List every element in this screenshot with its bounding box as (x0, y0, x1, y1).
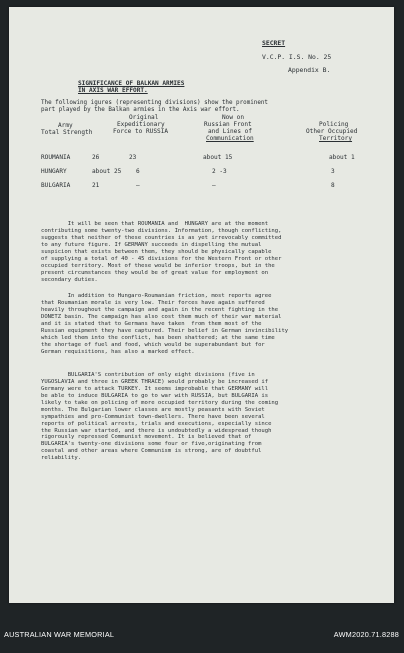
cell-total: 21 (92, 182, 100, 189)
header-line: and Lines of (208, 128, 253, 135)
paragraph-text: In addition to Hungaro-Roumanian friction, most reports agree that Roumanian morale is very low. Their forces have again suffered heavily throughout the campaign and again in the recent fighting in the DONETZ basin. The campaign has also cost them much of their war material and it is stated that to Germans have taken from them most of the Russian equipment they have captured. Their belief in German invincibility which led them into the conflict, has been shattered; at the same time the shortage of fuel and food, which would be superabundant but for German requisitions, has also a marked effect. (41, 292, 289, 355)
header-line: Policing (319, 121, 349, 128)
document-title-line-1: SIGNIFICANCE OF BALKAN ARMIES (78, 80, 185, 87)
header-line: Total Strength (41, 129, 93, 136)
paragraph-text: BULGARIA'S contribution of only eight divisions (five in YUGOSLAVIA and three in GREEK THRACE) would probably be increased if Germany were to attack TURKEY. It seems improbable that GERMANY will be able to induce BULGARIA to go to war with RUSSIA, but BULGARIA is likely to take on policing of more occupied territory during the coming months. The Bulgarian lower classes are mostly peasants with Soviet sympathies and pro-Communist town-dwellers. There have been several reports of political arrests, trials and executions, especially since the Russian war started, and there is undoubtedly a widespread though rigorously repressed Communist movement. It is believed that of BULGARIA's twenty-one divisions some four or five,originating from coastal and other areas where Communism is strong, are of doubtful reliability. (41, 371, 279, 462)
document-title-line-2: IN AXIS WAR EFFORT. (78, 87, 148, 94)
appendix-label: Appendix B. (288, 66, 331, 74)
cell-total: about 25 (92, 168, 122, 175)
cell-country: BULGARIA (41, 182, 71, 189)
cell-policing: 8 (331, 182, 335, 189)
header-line: Original (129, 114, 159, 121)
classification-mark: SECRET (262, 39, 286, 47)
paragraph-2 (41, 279, 391, 369)
paragraph-3 (41, 358, 391, 476)
header-line: Territory (319, 135, 353, 142)
header-line: Force to RUSSIA (113, 128, 169, 135)
header-line: Russian Front (204, 121, 252, 128)
cell-country: ROUMANIA (41, 154, 71, 161)
institution-name: AUSTRALIAN WAR MEMORIAL (4, 630, 115, 639)
document-page (9, 7, 394, 603)
cell-russian-front: 2 -3 (212, 168, 227, 175)
cell-russian-front: – (212, 182, 216, 189)
intro-line-1: The following igures (representing divisions) show the prominent (41, 100, 268, 106)
archive-footer (0, 608, 404, 653)
cell-total: 26 (92, 154, 100, 161)
cell-expeditionary: 23 (129, 154, 137, 161)
header-line: Communication (206, 135, 254, 142)
cell-policing: 3 (331, 168, 335, 175)
header-line: Other Occupied (306, 128, 358, 135)
cell-country: HUNGARY (41, 168, 67, 175)
intro-line-2: part played by the Balkan armies in the Axis war effort. (41, 107, 240, 113)
accession-number: AWM2020.71.8288 (333, 630, 399, 639)
cell-expeditionary: 6 (136, 168, 140, 175)
cell-policing: about 1 (329, 154, 355, 161)
reference-number: V.C.P. I.S. No. 25 (262, 53, 332, 61)
paragraph-text: It will be seen that ROUMANIA and HUNGARY are at the moment contributing some twenty-two divisions. Information, though conflicting, suggests that neither of these countries is as yet irrevocably committed to any future figure. If GERMANY succeeds in dispelling the mutual suspicion that exists between them, they should be physically capable of supplying a total of 40 - 45 divisions for the Western Front or other occupied territory. Most of these would be inferior troops, but in the present circumstances they would be of great value for employment on secondary duties. (41, 220, 282, 283)
header-line: Expeditionary (117, 121, 165, 128)
cell-expeditionary: – (136, 182, 140, 189)
header-line: Now on (222, 114, 245, 121)
header-line: Army (58, 122, 73, 129)
cell-russian-front: about 15 (203, 154, 233, 161)
